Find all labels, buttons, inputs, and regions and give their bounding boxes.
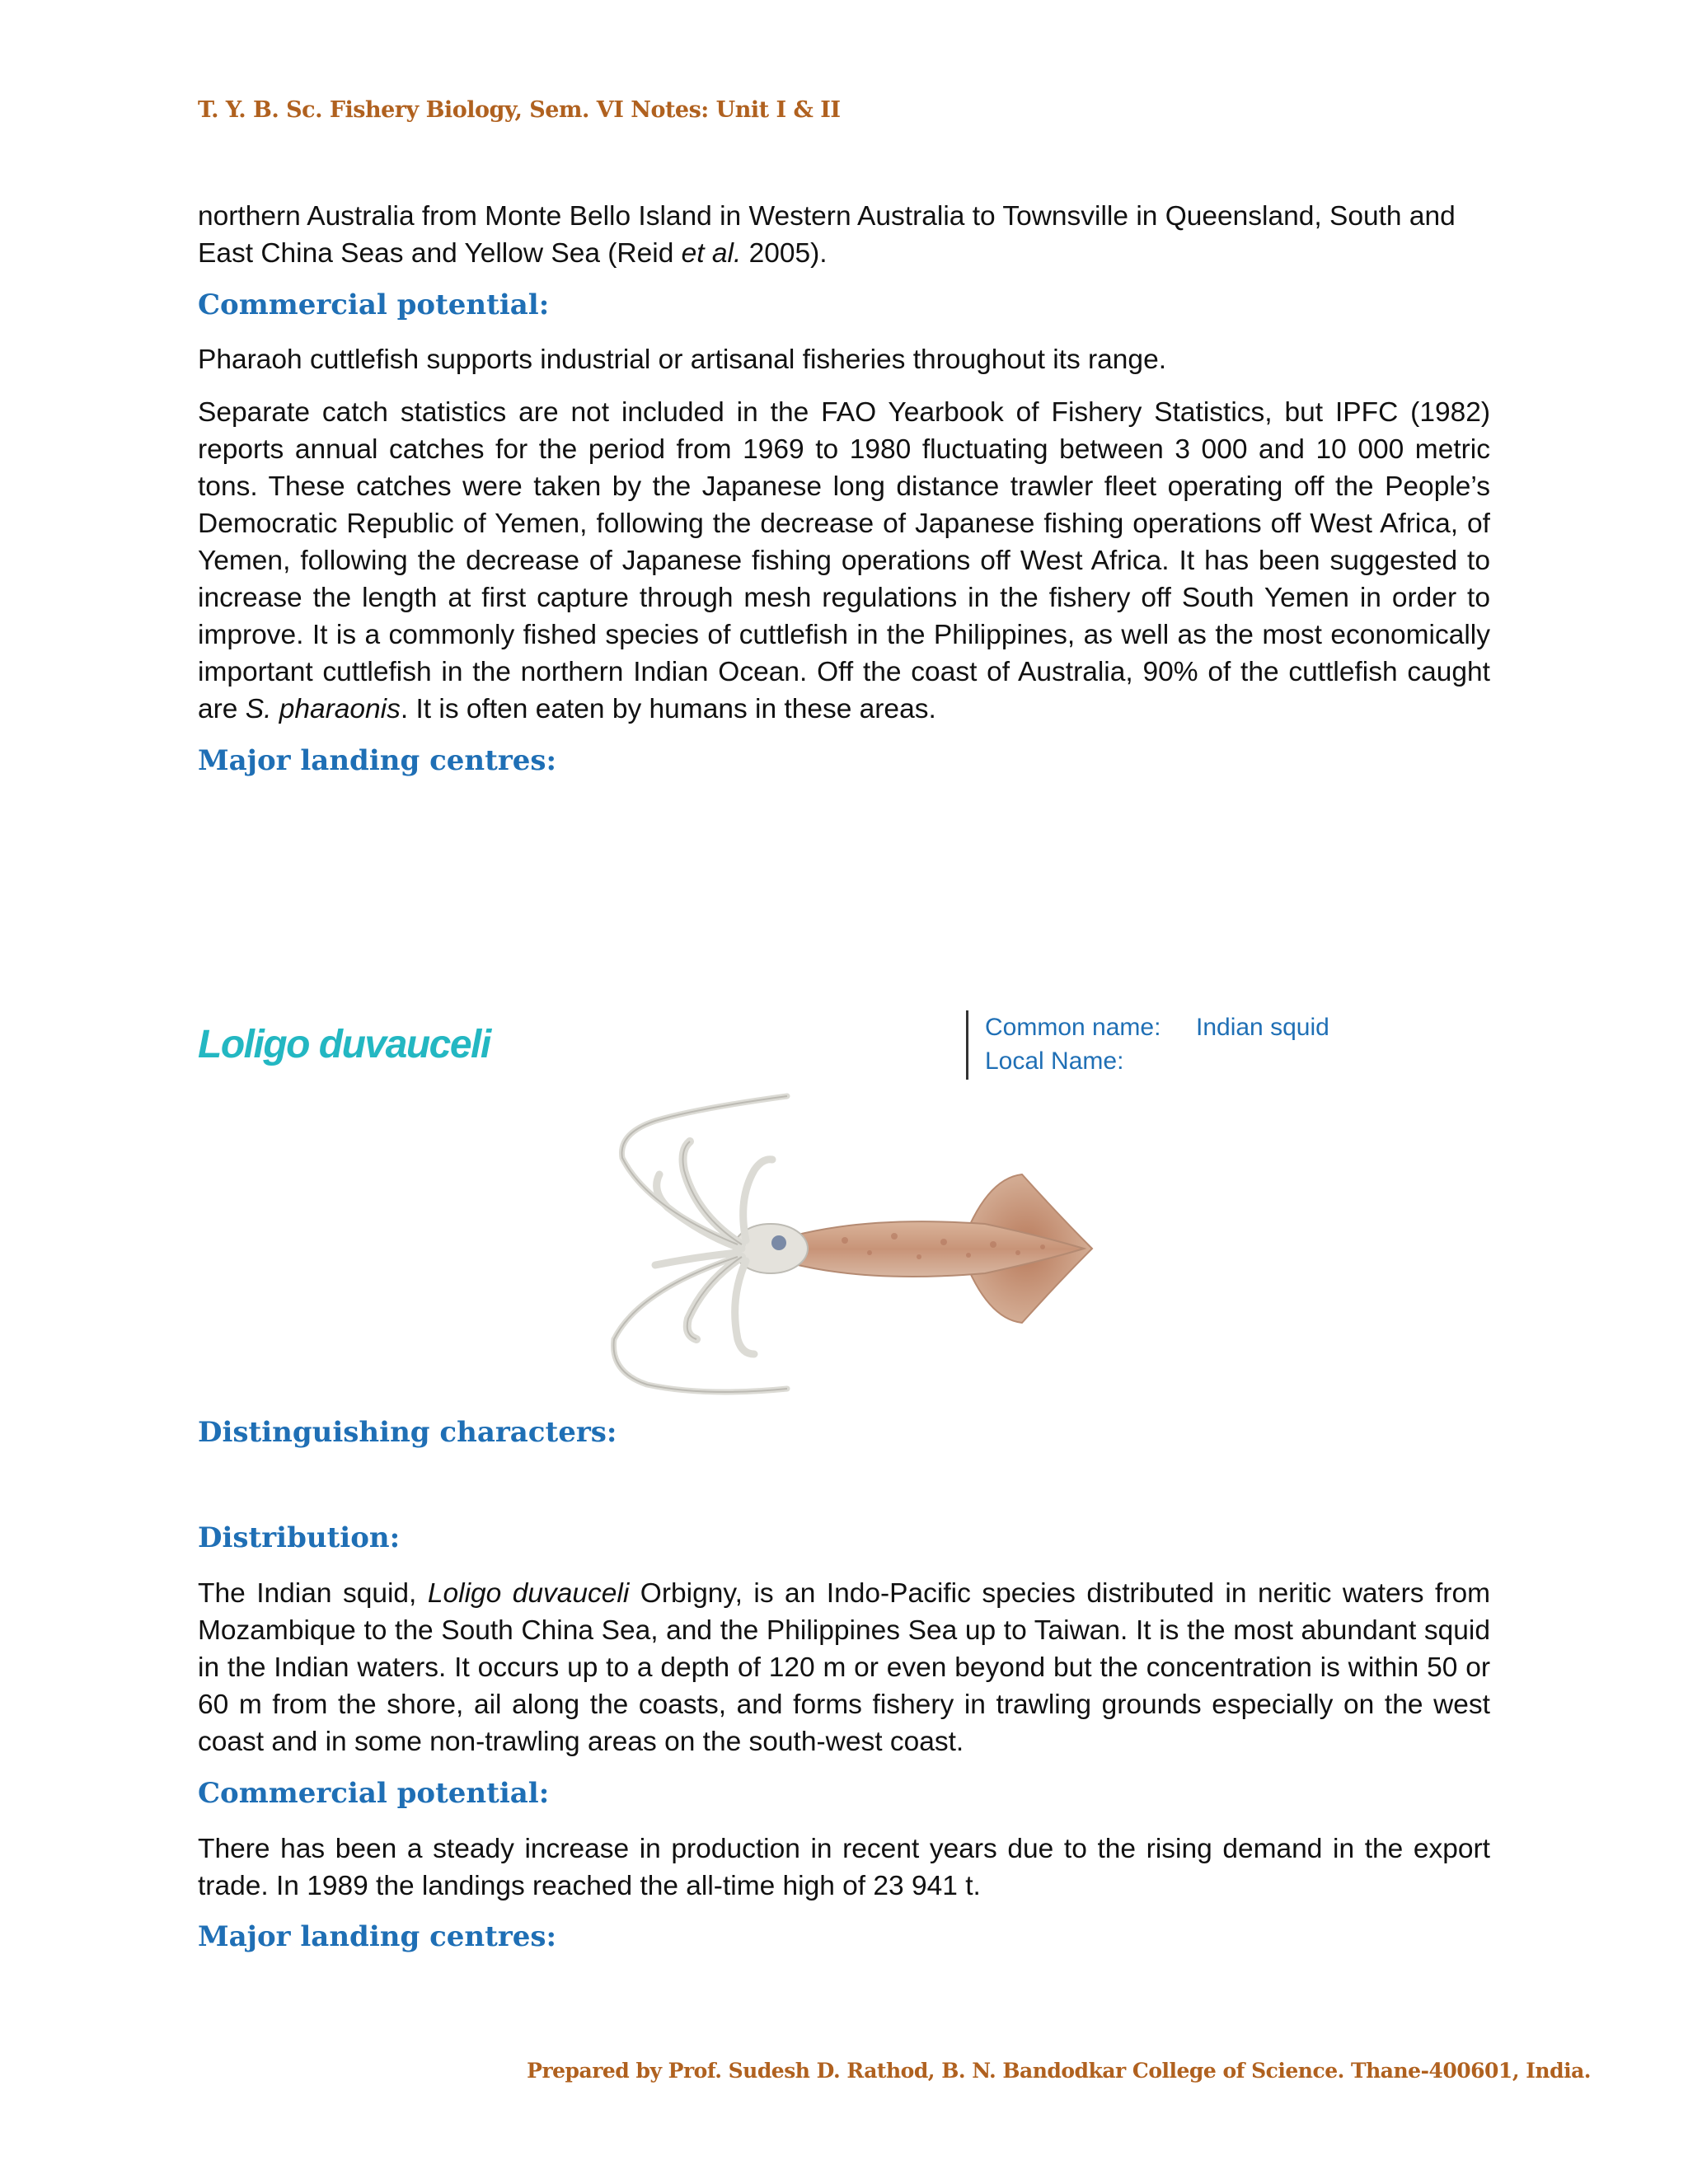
intro-line-2: East China Seas and Yellow Sea (Reid: [198, 238, 682, 269]
intro-line-2-end: 2005).: [741, 238, 828, 269]
common-name-label: Common name:: [985, 1014, 1161, 1041]
commercial-potential-heading-2: Commercial potential:: [198, 1777, 550, 1810]
species-name-em: S. pharaonis: [245, 694, 401, 724]
squid-illustration: [598, 1092, 1109, 1405]
common-name-value: Indian squid: [1196, 1014, 1329, 1041]
species-names-box: [966, 1010, 1329, 1080]
local-name-row: [985, 1044, 1329, 1078]
landing-centres-heading-2: Major landing centres:: [198, 1920, 557, 1953]
species-scientific-name: Loligo duvauceli: [198, 1023, 490, 1066]
intro-line-1: northern Australia from Monte Bello Island in Western Australia to Townsville in Queensland, South and: [198, 201, 1456, 232]
distribution-heading: Distribution:: [198, 1521, 401, 1554]
commercial-paragraph-1: Pharaoh cuttlefish supports industrial or artisanal fisheries throughout its range.: [198, 344, 1167, 375]
commercial-paragraph-2: [198, 394, 1490, 728]
commercial-paragraph-2-end: . It is often eaten by humans in these areas.: [400, 694, 936, 724]
commercial-potential-heading-1: Commercial potential:: [198, 288, 550, 321]
intro-citation-em: et al.: [681, 238, 742, 269]
common-name-row: [985, 1010, 1329, 1044]
distribution-paragraph: [198, 1575, 1490, 1760]
landing-centres-heading-1: Major landing centres:: [198, 744, 557, 777]
running-header: T. Y. B. Sc. Fishery Biology, Sem. VI Notes: Unit I & II: [198, 97, 841, 123]
intro-paragraph: [198, 198, 1490, 272]
distribution-species-em: Loligo duvauceli: [427, 1578, 630, 1609]
commercial-paragraph-3: There has been a steady increase in production in recent years due to the rising demand in the export trade. In 1989 the landings reached the all-time high of 23 941 t.: [198, 1834, 1490, 1901]
commercial-paragraph-2-text: Separate catch statistics are not included in the FAO Yearbook of Fishery Statistics, but IPFC (1982) reports annual catches for the period from 1969 to 1980 fluctuating between 3 000 and 10 000 metric tons. These catches were taken by the Japanese long distance trawler fleet operating off the People’s Democratic Republic of Yemen, following the decrease of Japanese fishing operations off West Africa, of Yemen, following the decrease of Japanese fishing operations off West Africa. It has been suggested to increase the length at first capture through mesh regulations in the fishery off South Yemen in order to improve. It is a commonly fished species of cuttlefish in the Philippines, as well as the most economically important cuttlefish in the northern Indian Ocean. Off the coast of Australia, 90% of the cuttlefish caught are: [198, 397, 1490, 724]
distribution-text-start: The Indian squid,: [198, 1578, 428, 1609]
distribution-text: Orbigny, is an Indo-Pacific species distributed in neritic waters from Mozambique to the South China Sea, and the Philippines Sea up to Taiwan. It is the most abundant squid in the Indian waters. It occurs up to a depth of 120 m or even beyond but the concentration is within 50 or 60 m from the shore, ail along the coasts, and forms fishery in trawling grounds especially on the west coast and in some non-trawling areas on the south-west coast.: [198, 1578, 1490, 1757]
local-name-label: Local Name:: [985, 1047, 1124, 1075]
footer-credit: Prepared by Prof. Sudesh D. Rathod, B. N. Bandodkar College of Science. Thane-400601, India.: [527, 2059, 1591, 2083]
distinguishing-characters-heading: Distinguishing characters:: [198, 1416, 617, 1449]
